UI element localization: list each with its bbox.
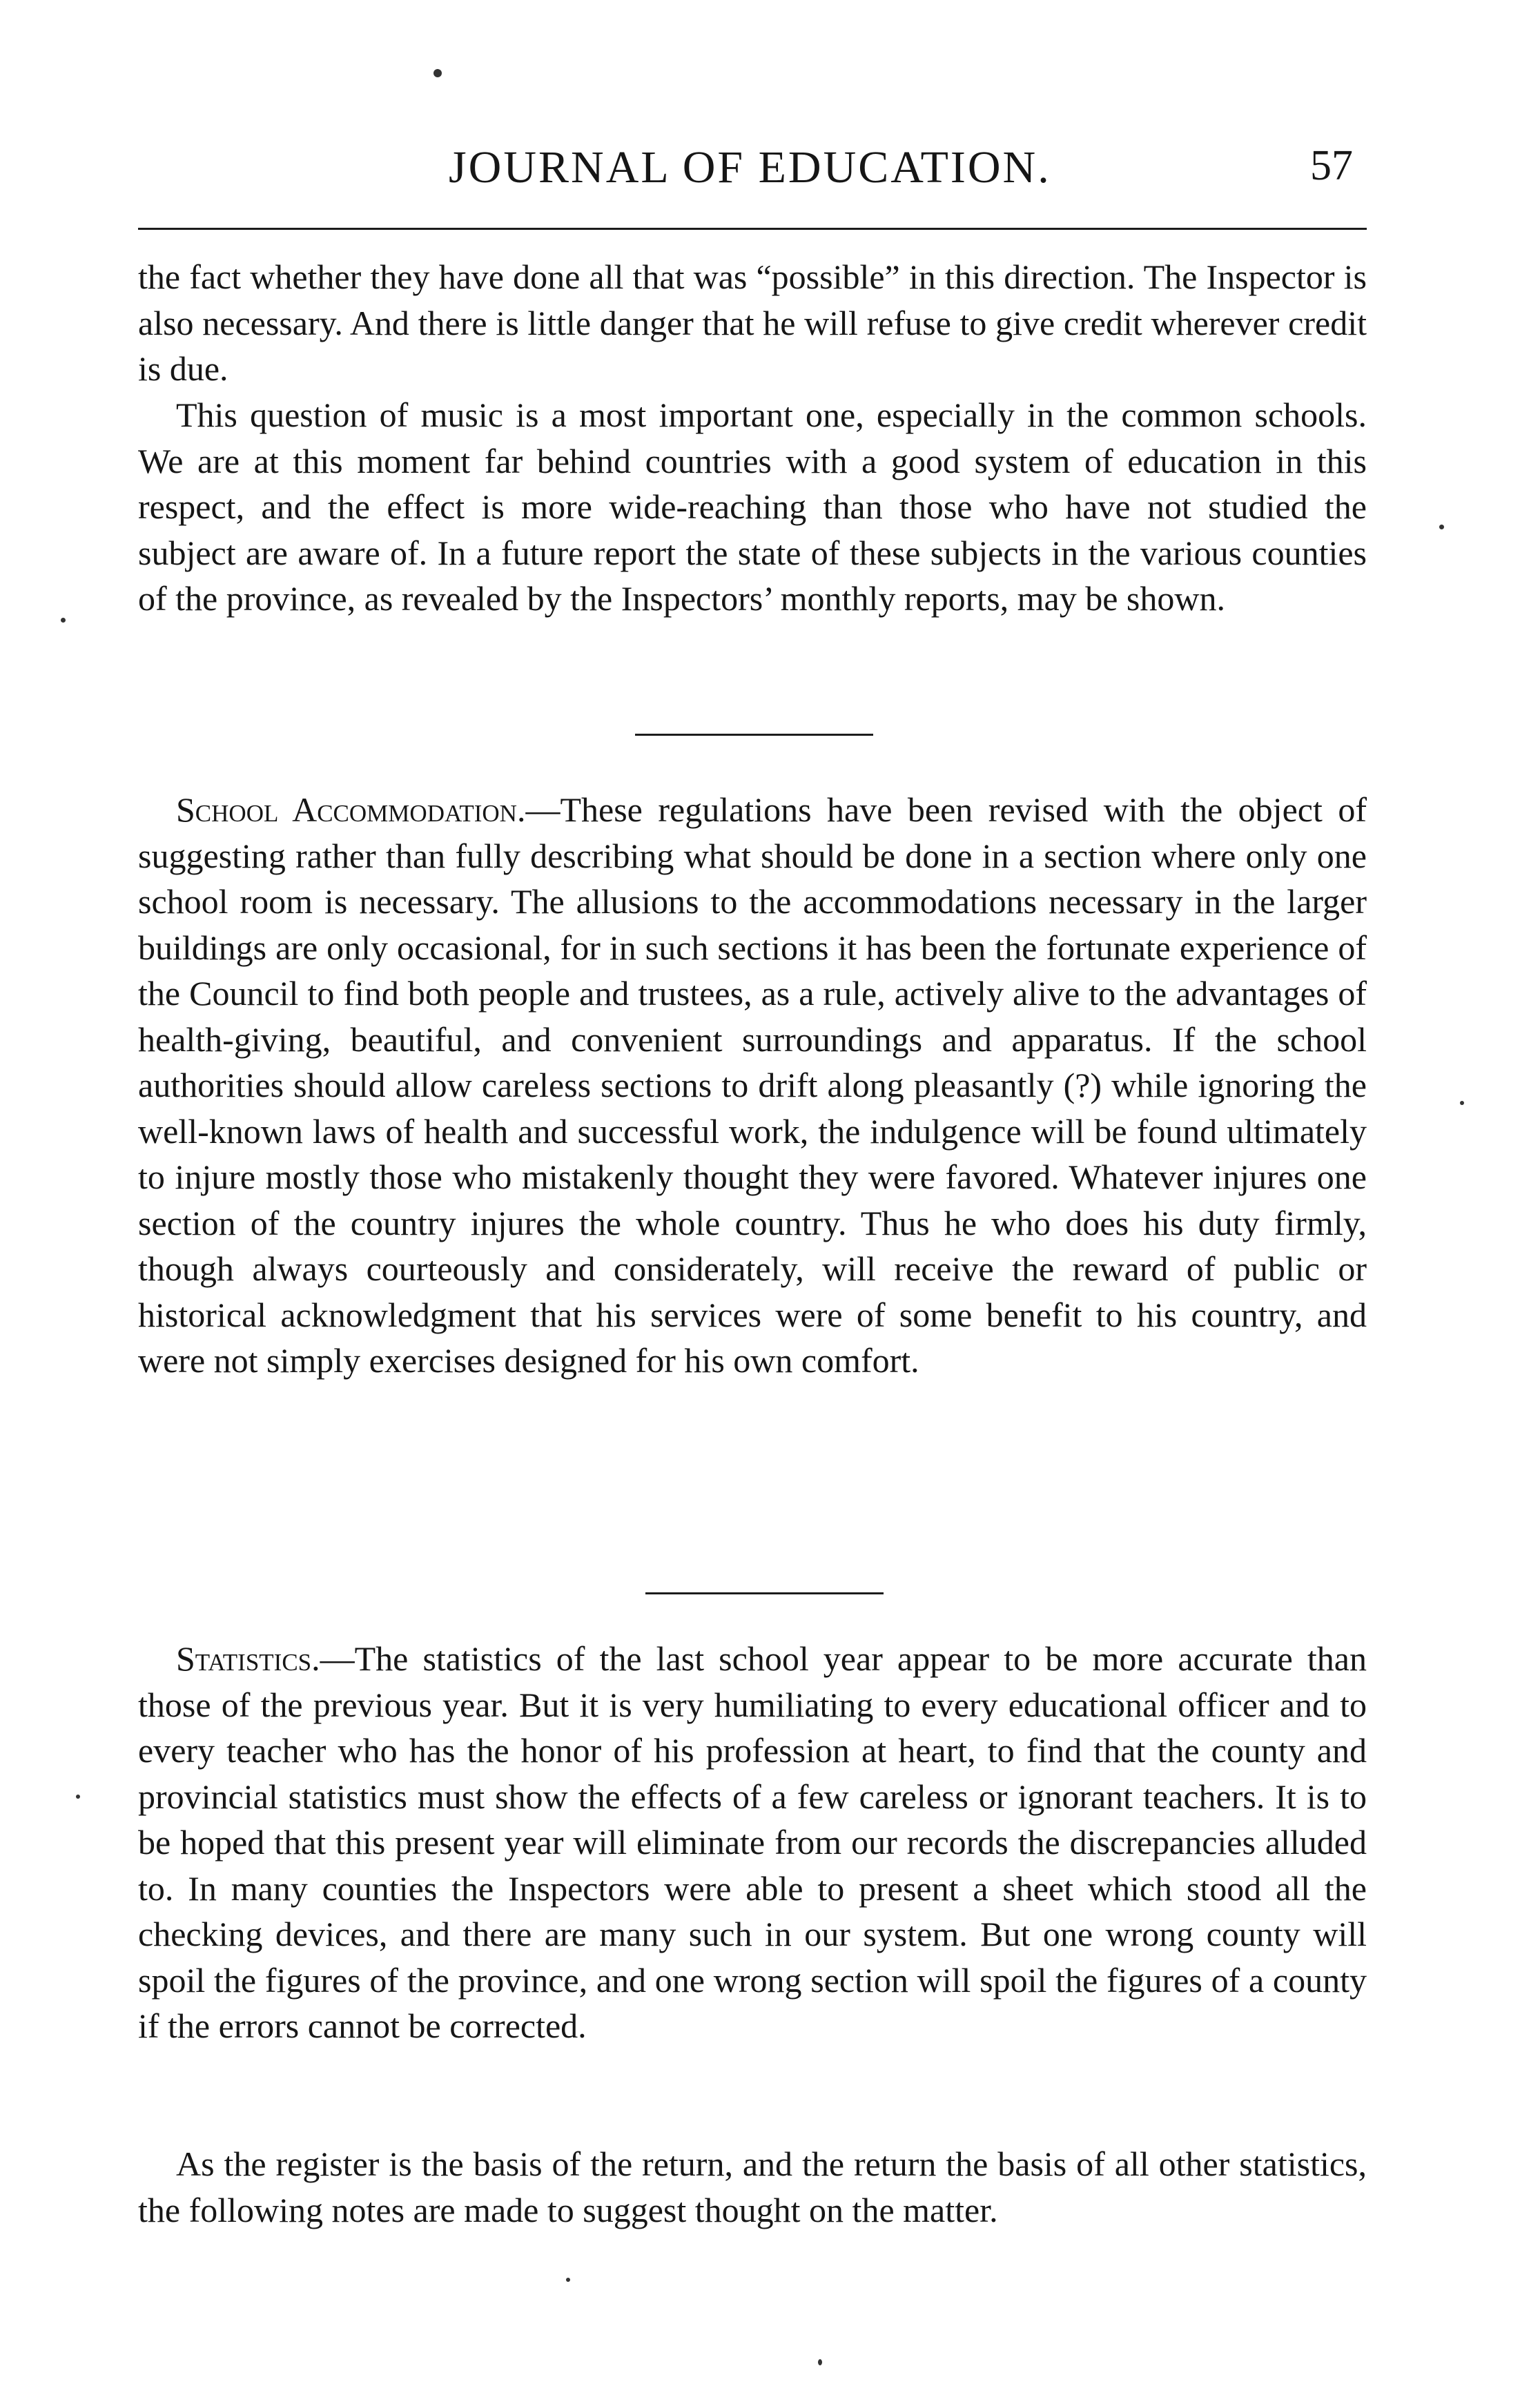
page-number: 57 (1310, 142, 1353, 189)
scan-speck (433, 69, 442, 77)
paragraph-statistics (138, 1636, 1367, 2049)
running-header (138, 141, 1367, 204)
paragraph-continuation: the fact whether they have done all that was “possible” in this direction. The Inspector is also necessary. And there is little danger that he will refuse to give credit wherever credit is due. (138, 257, 1367, 388)
scan-speck (818, 2359, 822, 2365)
paragraph-music: This question of music is a most important one, especially in the common schools. We are at this moment far behind countries with a good system of education in this respect, and the effect is more wide-reaching than those who have not studied the subject are aware of. In a future report the state of these subjects in the various counties of the province, as revealed by the Inspectors’ monthly reports, may be shown. (138, 395, 1367, 618)
section-divider (635, 734, 873, 736)
paragraph-register: As the register is the basis of the return, and the return the basis of all other statistics, the following notes are made to suggest thought on the matter. (138, 2144, 1367, 2229)
scan-speck (566, 2278, 570, 2282)
scan-speck (1439, 525, 1444, 529)
paragraph-school-accommodation (138, 787, 1367, 1384)
header-rule (138, 228, 1367, 230)
journal-title: JOURNAL OF EDUCATION. (449, 142, 1051, 193)
statistics-text: —The statistics of the last school year appear to be more accurate than those of the previous year. But it is very humiliating to every educational officer and to every teacher who has the honor of his profession at heart, to find that the county and provincial statistics must show the effects of a few careless or ignorant teachers. It is to be hoped that this present year will eliminate from our records the discrepancies alluded to. In many counties the Inspectors were able to present a sheet which stood all the checking devices, and there are many such in our system. But one wrong county will spoil the figures of the province, and one wrong section will spoil the figures of a county if the errors cannot be corrected. (138, 1639, 1367, 2045)
section-divider (645, 1592, 884, 1594)
scan-speck (61, 618, 66, 623)
school-accommodation-heading: School Accommodation. (176, 790, 526, 829)
statistics-heading: Statistics. (176, 1639, 320, 1678)
scan-speck (76, 1795, 80, 1799)
school-accommodation-text: —These regulations have been revised with the object of suggesting rather than fully describing what should be done in a section where only one school room is necessary. The allusions to the accommodations necessary in the larger buildings are only occasional, for in such sections it has been the fortunate experience of the Council to find both people and trustees, as a rule, actively alive to the advantages of health-giving, beautiful, and convenient surroundings and apparatus. If the school authorities should allow careless sections to drift along pleasantly (?) while ignoring the well-known laws of health and successful work, the indulgence will be found ultimately to injure mostly those who mistakenly thought they were favored. Whatever injures one section of the country injures the whole country. Thus he who does his duty firmly, though always courteously and considerately, will receive the reward of public or historical acknowledgment that his services were of some benefit to his country, and were not simply exercises designed for his own comfort. (138, 790, 1367, 1380)
scan-speck (1460, 1101, 1464, 1105)
